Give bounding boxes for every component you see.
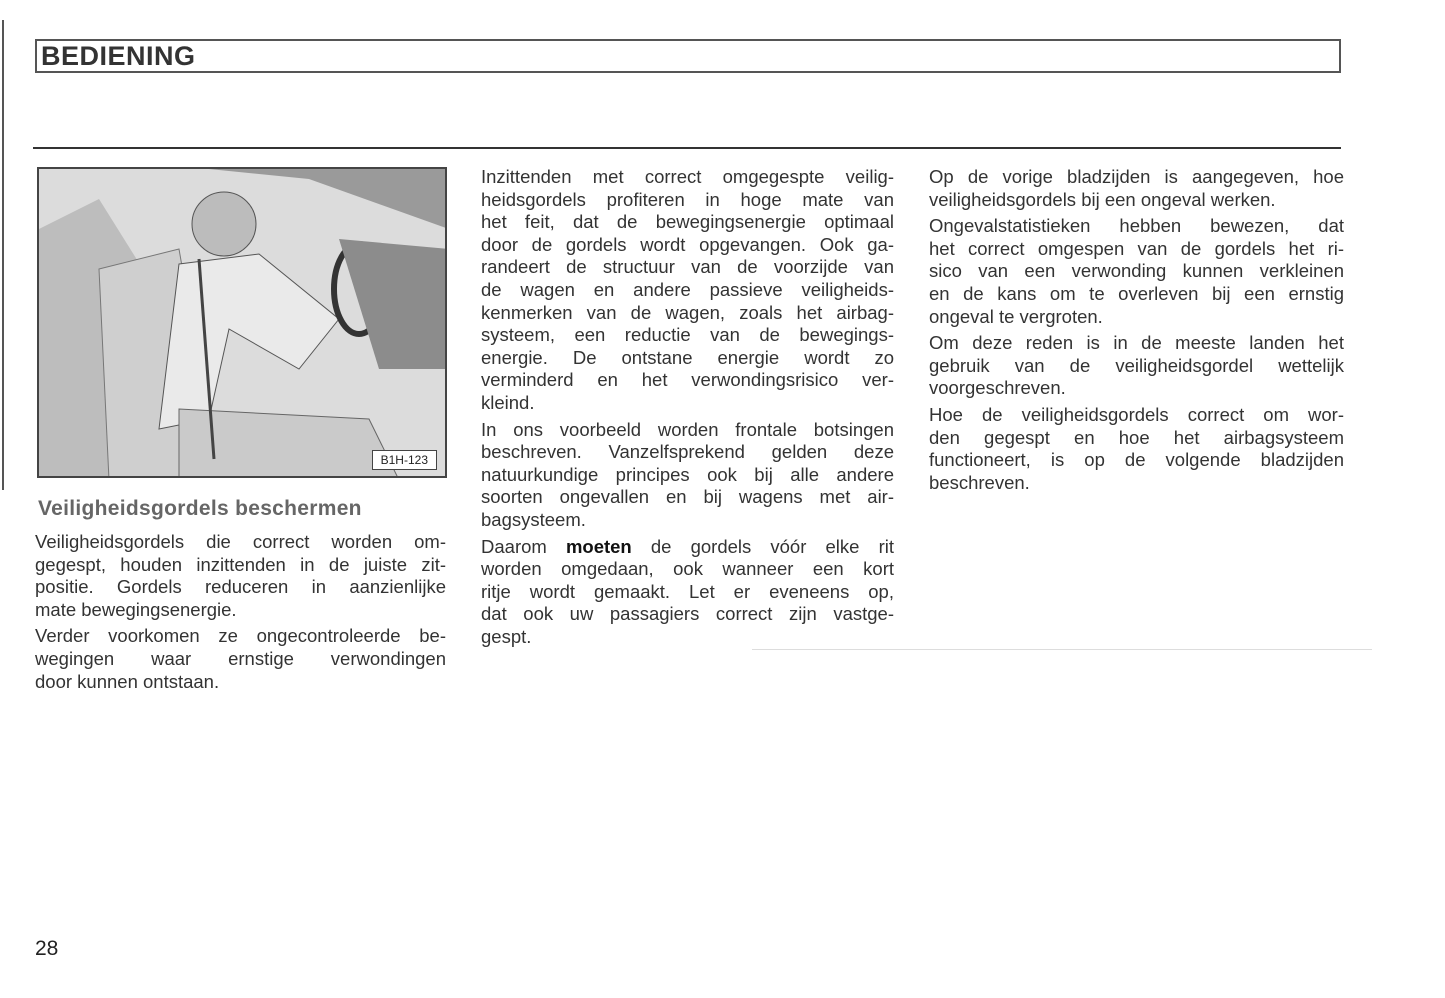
text-line: sico van een verwonding kunnen verkleinen — [929, 260, 1344, 282]
faint-rule — [752, 649, 1372, 650]
paragraph — [481, 419, 894, 532]
text-line: positie. Gordels reduceren in aanzienlijke — [35, 576, 446, 598]
text-line: ongeval te vergroten. — [929, 305, 1103, 327]
paragraph — [481, 166, 894, 415]
text-line: gespt. — [481, 625, 532, 647]
text-line: mate bewegingsenergie. — [35, 598, 237, 620]
text-line: het correct omgespen van de gordels het ri- — [929, 237, 1344, 259]
text-line: Veiligheidsgordels die correct worden om- — [35, 531, 446, 552]
section-title: Veiligheidsgordels beschermen — [38, 497, 362, 520]
text-line: kleind. — [481, 391, 535, 413]
text-line: verminderd en het verwondingsrisico ver- — [481, 369, 894, 391]
text-line: energie. De ontstane energie wordt zo — [481, 346, 894, 368]
text-line: door de gordels wordt opgevangen. Ook ga- — [481, 233, 894, 255]
text-line: dat ook uw passagiers correct zijn vastge- — [481, 603, 894, 625]
section-header — [35, 39, 1341, 73]
column-1 — [35, 531, 446, 697]
text: de gordels vóór elke rit — [631, 535, 894, 557]
text-line: gegespt, houden inzittenden in de juiste zit- — [35, 553, 446, 575]
text-line: Verder voorkomen ze ongecontroleerde be- — [35, 625, 446, 647]
text-line: bagsysteem. — [481, 508, 586, 530]
text-line: Ongevalstatistieken hebben bewezen, dat — [929, 215, 1344, 237]
text-line: randeert de structuur van de voorzijde van — [481, 256, 894, 278]
text-line: Om deze reden is in de meeste landen het — [929, 332, 1344, 354]
header-title: BEDIENING — [41, 41, 196, 71]
text-line: veiligheidsgordels bij een ongeval werken. — [929, 188, 1276, 210]
text-line: soorten ongevallen en bij wagens met air- — [481, 486, 894, 508]
seatbelt-illustration — [37, 167, 447, 478]
text-line: en de kans om te overleven bij een ernstig — [929, 282, 1344, 304]
text-line: den gegespt en hoe het airbagsysteem — [929, 426, 1344, 448]
text: Daarom — [481, 535, 566, 557]
page-edge — [2, 20, 4, 490]
text-line: ritje wordt gemaakt. Let er eveneens op, — [481, 580, 894, 602]
text-line: door kunnen ontstaan. — [35, 670, 220, 692]
text-line: wegingen waar ernstige verwondingen — [35, 647, 446, 669]
text-line: systeem, een reductie van de bewegings- — [481, 324, 894, 346]
divider — [33, 147, 1341, 149]
paragraph — [35, 531, 446, 621]
text-line: natuurkundige principes ook bij alle andere — [481, 463, 894, 485]
paragraph — [481, 536, 894, 649]
paragraph — [929, 404, 1344, 494]
page-number: 28 — [35, 937, 59, 960]
text-line: beschreven. Vanzelfsprekend gelden deze — [481, 441, 894, 463]
driver-illustration-icon — [39, 169, 447, 478]
text-line: kenmerken van de wagen, zoals het airbag- — [481, 301, 894, 323]
figure-label: B1H-123 — [372, 450, 437, 470]
text-line: Op de vorige bladzijden is aangegeven, hoe — [929, 166, 1344, 187]
paragraph — [929, 166, 1344, 211]
text-line: gebruik van de veiligheidsgordel wettelijk — [929, 354, 1344, 376]
emphasis: moeten — [565, 535, 632, 557]
text-line: Inzittenden met correct omgegespte veilig- — [481, 166, 894, 187]
text-line — [481, 536, 894, 559]
paragraph — [929, 332, 1344, 400]
text-line: voorgeschreven. — [929, 377, 1066, 399]
text-line: Hoe de veiligheidsgordels correct om wor- — [929, 403, 1344, 425]
text-line: functioneert, is op de volgende bladzijden — [929, 449, 1344, 471]
paragraph — [35, 625, 446, 693]
text-line: worden omgedaan, ook wanneer een kort — [481, 558, 894, 580]
paragraph — [929, 215, 1344, 328]
text-line: In ons voorbeeld worden frontale botsingen — [481, 418, 894, 440]
text-line: het feit, dat de bewegingsenergie optimaal — [481, 211, 894, 233]
text-line: heidsgordels profiteren in hoge mate van — [481, 188, 894, 210]
column-2 — [481, 166, 894, 652]
column-3 — [929, 166, 1344, 498]
text-line: beschreven. — [929, 471, 1030, 493]
text-line: de wagen en andere passieve veiligheids- — [481, 278, 894, 300]
